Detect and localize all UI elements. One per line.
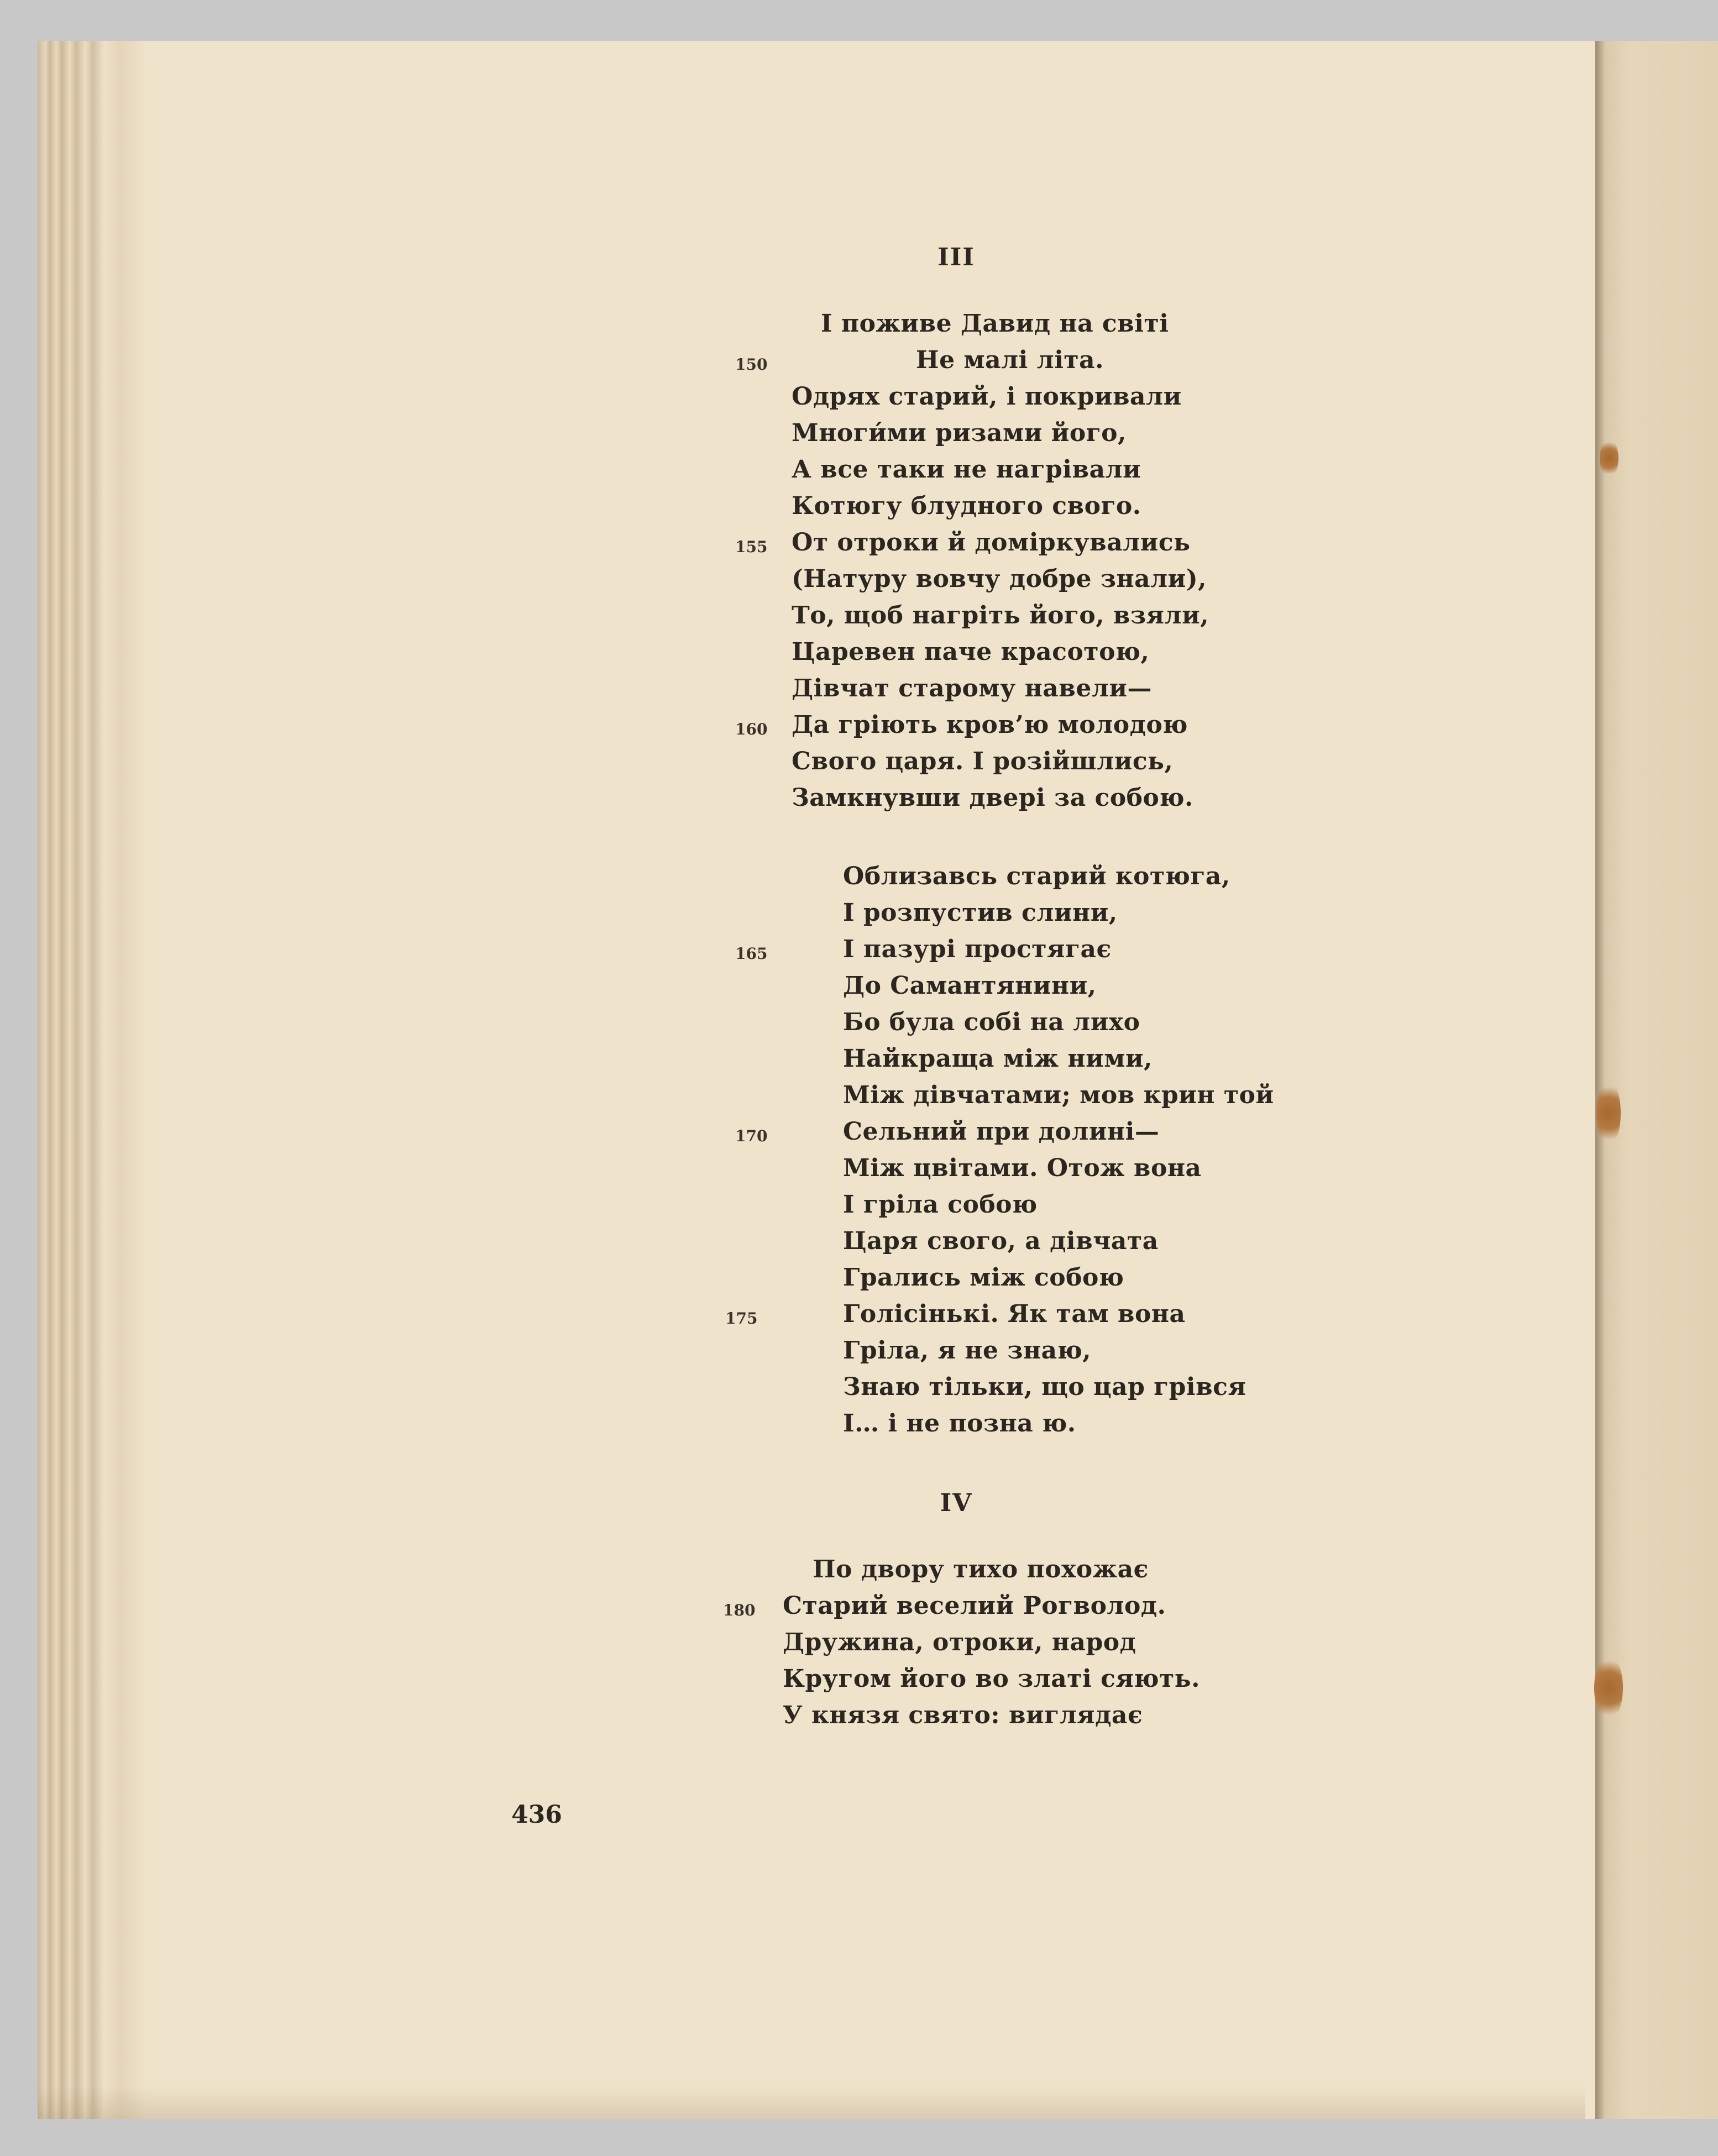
verse-line: І розпустив слини,	[843, 899, 1118, 927]
verse-line: Кругом його во златі сяють.	[783, 1665, 1200, 1693]
line-number: 150	[735, 355, 768, 374]
line-number: 160	[735, 720, 768, 738]
verse-line: Царевен паче красотою,	[792, 638, 1150, 666]
stain-mark	[1596, 1080, 1621, 1146]
verse-line: Да гріють кров’ю молодою	[792, 711, 1188, 739]
line-number: 155	[735, 538, 768, 556]
verse-line: До Самантянини,	[843, 972, 1097, 1000]
verse-line: У князя свято: виглядає	[783, 1701, 1143, 1729]
facing-page-edge	[1595, 41, 1718, 2119]
line-number: 180	[723, 1601, 756, 1619]
verse-line: Котюгу блудного свого.	[792, 492, 1141, 520]
verse-line: І гріла собою	[843, 1190, 1038, 1219]
verse-line: Замкнувши двері за собою.	[792, 784, 1193, 812]
verse-line: Знаю тільки, що цар грівся	[843, 1373, 1246, 1401]
verse-line: Між цвітами. Отож вона	[843, 1154, 1202, 1182]
verse-line: По двору тихо похожає	[813, 1555, 1149, 1583]
verse-line: (Натуру вовчу добре знали),	[792, 565, 1207, 593]
verse-line: Дружина, отроки, народ	[783, 1628, 1136, 1656]
page-edges	[38, 41, 148, 2119]
verse-line: Між дівчатами; мов крин той	[843, 1081, 1274, 1109]
verse-line: Одрях старий, і покривали	[792, 382, 1182, 411]
page-number: 436	[511, 1801, 562, 1829]
verse-line: Старий веселий Рогволод.	[783, 1592, 1166, 1620]
verse-line: Дівчат старому навели—	[792, 674, 1153, 702]
verse-line: Найкраща між ними,	[843, 1045, 1153, 1073]
verse-line: Царя свого, а дівчата	[843, 1227, 1159, 1255]
verse-line: І пазурі простягає	[843, 935, 1112, 963]
section-heading-iii: III	[937, 243, 975, 271]
verse-line: Грались між собою	[843, 1263, 1124, 1292]
verse-line: Гріла, я не знаю,	[843, 1336, 1092, 1365]
page-bottom-shadow	[38, 2086, 1585, 2119]
line-number: 170	[735, 1127, 768, 1145]
book-scan	[38, 41, 1718, 2119]
section-heading-iv: IV	[940, 1489, 973, 1517]
verse-line: Свого царя. І розійшлись,	[792, 747, 1174, 775]
stain-mark	[1594, 1655, 1623, 1721]
verse-line: Не малі літа.	[916, 346, 1104, 374]
stain-mark	[1600, 439, 1619, 478]
line-number: 175	[725, 1309, 758, 1328]
verse-line: То, щоб нагріть його, взяли,	[792, 601, 1209, 630]
verse-line: А все таки не нагрівали	[792, 455, 1141, 484]
verse-line: От отроки й доміркувались	[792, 528, 1191, 557]
verse-line: Голісінькі. Як там вона	[843, 1300, 1186, 1328]
verse-line: Многи́ми ризами його,	[792, 419, 1127, 447]
verse-line: І поживе Давид на світі	[821, 310, 1169, 338]
verse-line: Бо була собі на лихо	[843, 1008, 1140, 1036]
verse-line: Сельний при долині—	[843, 1118, 1160, 1146]
line-number: 165	[735, 945, 768, 963]
verse-line: Облизавсь старий котюга,	[843, 862, 1230, 890]
verse-line: І… і не позна ю.	[843, 1409, 1076, 1438]
